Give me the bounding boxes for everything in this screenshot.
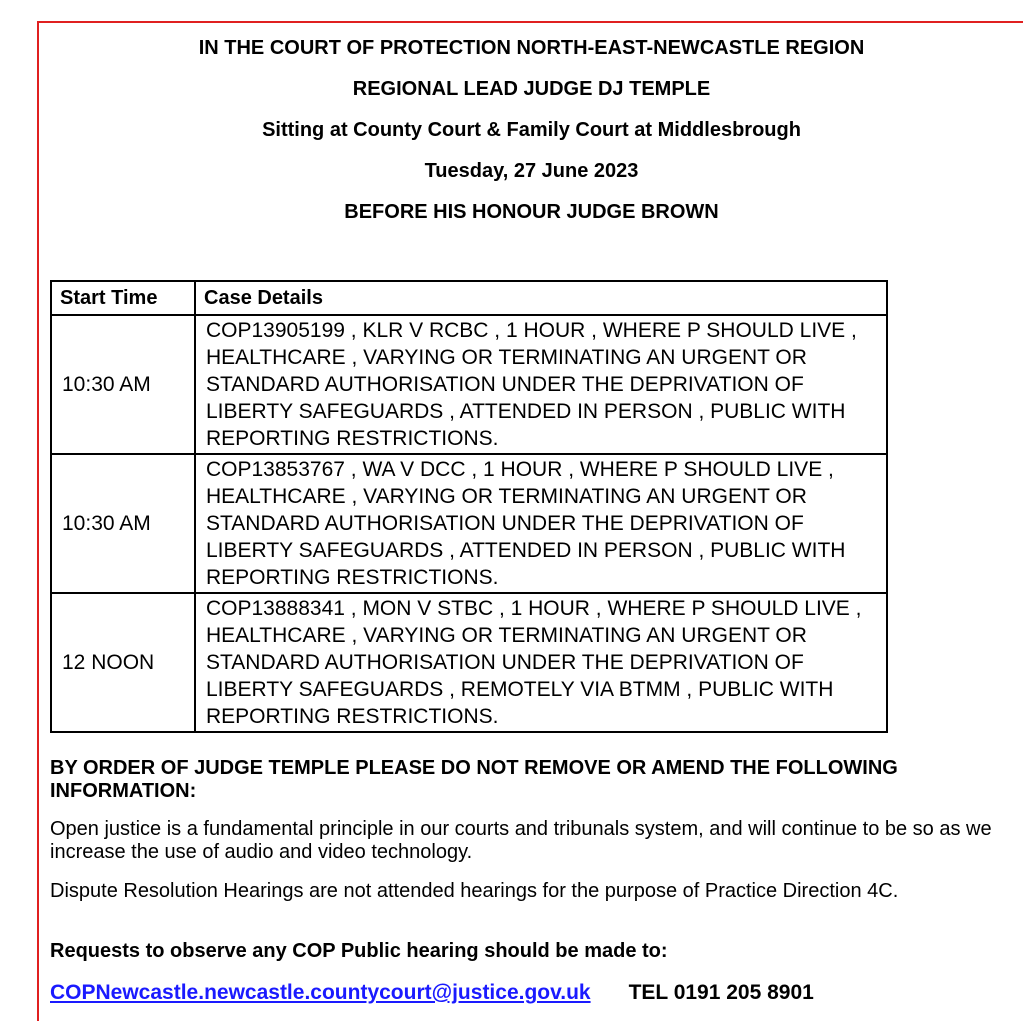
start-time-cell: 10:30 AM — [51, 315, 195, 454]
court-title: IN THE COURT OF PROTECTION NORTH-EAST-NEWCASTLE REGION — [198, 37, 865, 59]
table-row — [51, 454, 887, 593]
dispute-resolution-paragraph: Dispute Resolution Hearings are not attended hearings for the purpose of Practice Direction 4C. — [50, 880, 899, 902]
table-header-row — [51, 281, 887, 315]
case-details-cell: COP13905199 , KLR V RCBC , 1 HOUR , WHERE P SHOULD LIVE , HEALTHCARE , VARYING OR TERMINATING AN URGENT OR STANDARD AUTHORISATION UNDER THE DEPRIVATION OF LIBERTY SAFEGUARDS , ATTENDED IN PERSON , PUBLIC WITH REPORTING RESTRICTIONS. — [195, 315, 887, 454]
document-header — [39, 33, 1023, 238]
hearing-date: Tuesday, 27 June 2023 — [424, 160, 639, 182]
table-row — [51, 315, 887, 454]
lead-judge: REGIONAL LEAD JUDGE DJ TEMPLE — [352, 78, 711, 100]
venue: Sitting at County Court & Family Court at Middlesbrough — [262, 119, 801, 141]
open-justice-paragraph: Open justice is a fundamental principle in our courts and tribunals system, and will continue to be so as we increase the use of audio and video technology. — [50, 818, 992, 863]
telephone-number: TEL 0191 205 8901 — [628, 981, 814, 1004]
contact-line — [50, 980, 814, 1005]
case-details-cell: COP13853767 , WA V DCC , 1 HOUR , WHERE P SHOULD LIVE , HEALTHCARE , VARYING OR TERMINATING AN URGENT OR STANDARD AUTHORISATION UNDER THE DEPRIVATION OF LIBERTY SAFEGUARDS , ATTENDED IN PERSON , PUBLIC WITH REPORTING RESTRICTIONS. — [195, 454, 887, 593]
table-row — [51, 593, 887, 732]
cases-table — [50, 280, 888, 733]
email-link[interactable]: COPNewcastle.newcastle.countycourt@justice.gov.uk — [50, 981, 591, 1004]
start-time-cell: 10:30 AM — [51, 454, 195, 593]
presiding-judge: BEFORE HIS HONOUR JUDGE BROWN — [344, 201, 719, 223]
requests-heading: Requests to observe any COP Public hearing should be made to: — [50, 940, 668, 962]
column-header-start-time: Start Time — [51, 281, 195, 315]
order-notice-heading: BY ORDER OF JUDGE TEMPLE PLEASE DO NOT REMOVE OR AMEND THE FOLLOWING INFORMATION: — [50, 757, 898, 802]
column-header-case-details: Case Details — [195, 281, 887, 315]
start-time-cell: 12 NOON — [51, 593, 195, 732]
case-details-cell: COP13888341 , MON V STBC , 1 HOUR , WHERE P SHOULD LIVE , HEALTHCARE , VARYING OR TERMINATING AN URGENT OR STANDARD AUTHORISATION UNDER THE DEPRIVATION OF LIBERTY SAFEGUARDS , REMOTELY VIA BTMM , PUBLIC WITH REPORTING RESTRICTIONS. — [195, 593, 887, 732]
